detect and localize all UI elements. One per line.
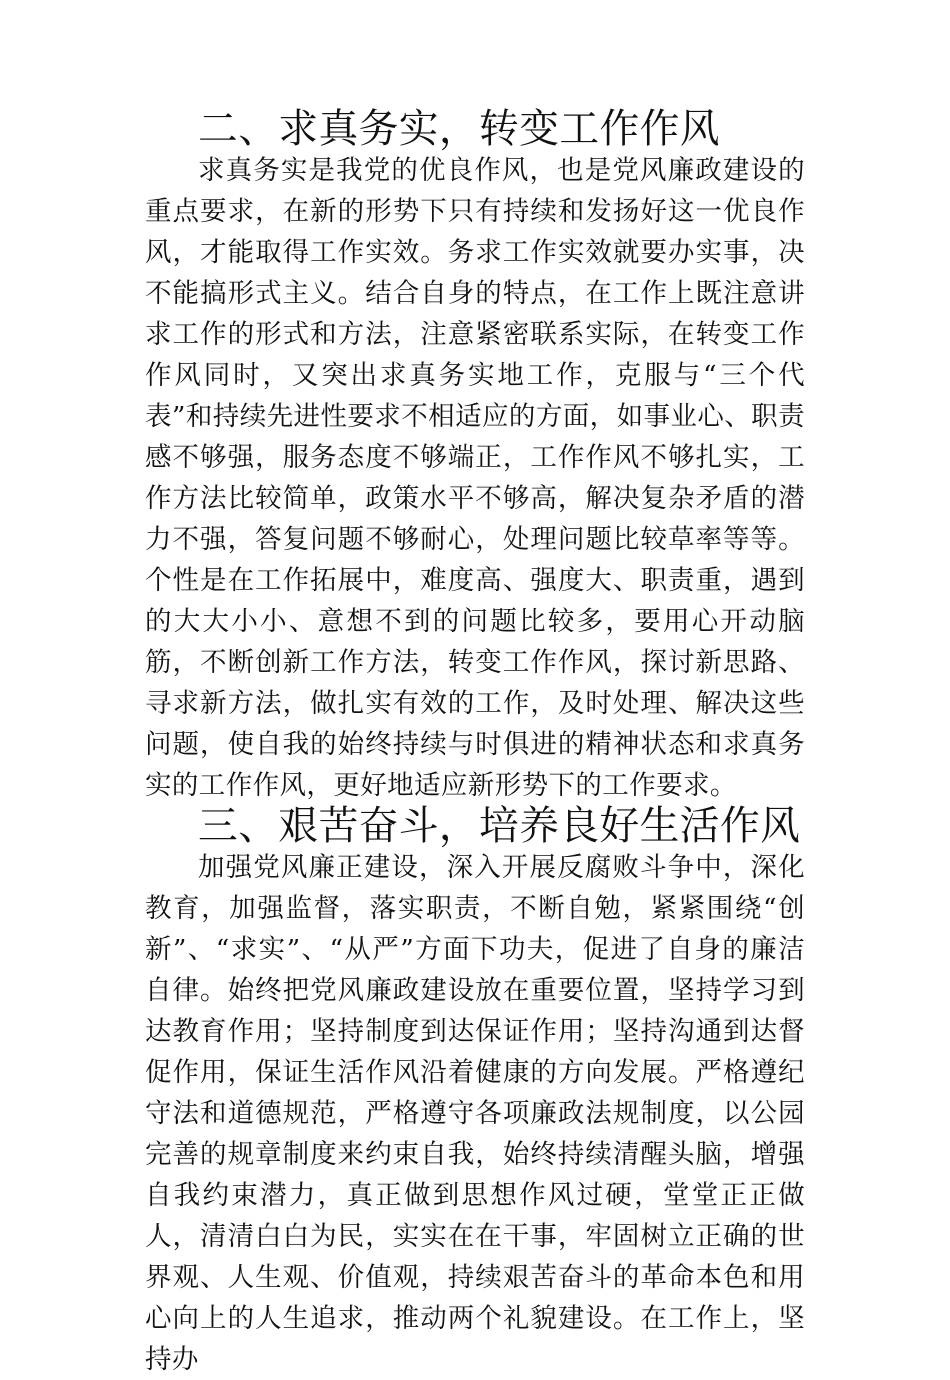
document-body [145, 106, 805, 1380]
paragraph-hard-work: 加强党风廉正建设，深入开展反腐败斗争中，深化教育，加强监督，落实职责，不断自勉，紧紧围绕“创新”、“求实”、“从严”方面下功夫，促进了自身的廉洁自律。始终把党风廉政建设放在重要位置，坚持学习到达教育作用；坚持制度到达保证作用；坚持沟通到达督促作用，保证生活作风沿着健康的方向发展。严格遵纪守法和道德规范，严格遵守各项廉政法规制度，以公园完善的规章制度来约束自我，始终持续清醒头脑，增强自我约束潜力，真正做到思想作风过硬，堂堂正正做人，清清白白为民，实实在在干事，牢固树立正确的世界观、人生观、价值观，持续艰苦奋斗的革命本色和用心向上的人生追求，推动两个礼貌建设。在工作上，坚持办 [145, 852, 805, 1375]
section-heading-seek-truth: 二、求真务实，转变工作作风 [198, 106, 720, 152]
paragraph-seek-truth: 求真务实是我党的优良作风，也是党风廉政建设的重点要求，在新的形势下只有持续和发扬好这一优良作风，才能取得工作实效。务求工作实效就要办实事，决不能搞形式主义。结合自身的特点，在工作上既注意讲求工作的形式和方法，注意紧密联系实际，在转变工作作风同时，又突出求真务实地工作，克服与“三个代表”和持续先进性要求不相适应的方面，如事业心、职责感不够强，服务态度不够端正，工作作风不够扎实，工作方法比较简单，政策水平不够高，解决复杂矛盾的潜力不强，答复问题不够耐心，处理问题比较草率等等。个性是在工作拓展中，难度高、强度大、职责重，遇到的大大小小、意想不到的问题比较多，要用心开动脑筋，不断创新工作方法，转变工作作风，探讨新思路、寻求新方法，做扎实有效的工作，及时处理、解决这些问题，使自我的始终持续与时俱进的精神状态和求真务实的工作作风，更好地适应新形势下的工作要求。 [145, 155, 805, 801]
section-heading-hard-work: 三、艰苦奋斗，培养良好生活作风 [198, 803, 801, 849]
